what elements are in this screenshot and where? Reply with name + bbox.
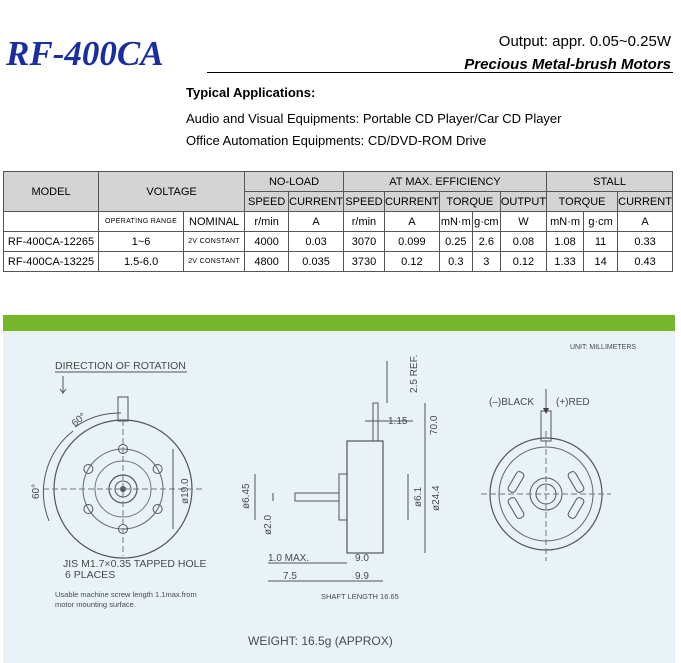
- cell-me-torque-gcm: 2.6: [472, 232, 500, 252]
- angle-arc: [43, 431, 73, 521]
- motor-body: [347, 441, 383, 553]
- unit-w: W: [500, 212, 546, 232]
- unit-a: A: [618, 212, 673, 232]
- sub-output: OUTPUT: [500, 192, 546, 212]
- unit-a: A: [384, 212, 439, 232]
- cell-nominal: 2V CONSTANT: [184, 252, 245, 272]
- front-boss: [339, 474, 347, 520]
- angle-label: 60°: [69, 411, 89, 430]
- table-row: [4, 232, 673, 252]
- unit-gcm: g·cm: [472, 212, 500, 232]
- cell-me-torque-mnm: 0.25: [439, 232, 472, 252]
- terminal: [373, 403, 378, 441]
- unit-gcm: g·cm: [584, 212, 618, 232]
- cell-st-torque-gcm: 11: [584, 232, 618, 252]
- unit-mnm: mN·m: [439, 212, 472, 232]
- unit-label: UNIT: MILLIMETERS: [569, 344, 637, 351]
- application-line: Office Automation Equipments: CD/DVD-ROM Drive: [186, 133, 487, 148]
- cell-me-current: 0.099: [384, 232, 439, 252]
- rear-slot: [567, 470, 585, 493]
- cell-me-torque-mnm: 0.3: [439, 252, 472, 272]
- ref-label: 2.5 REF.: [409, 354, 420, 393]
- cell-me-speed: 3730: [343, 252, 384, 272]
- dia19-label: ø19.0: [180, 478, 191, 504]
- d99-label: 9.9: [355, 571, 369, 582]
- angle-label: 60°: [31, 483, 42, 499]
- cell-st-current: 0.43: [618, 252, 673, 272]
- table-header-row: [4, 172, 673, 192]
- d75-label: 7.5: [283, 571, 297, 582]
- unit-rmin: r/min: [245, 212, 289, 232]
- sub-speed: SPEED: [343, 192, 384, 212]
- drawing-svg: [3, 331, 675, 663]
- d700-label: 70.0: [429, 415, 440, 435]
- sub-current: CURRENT: [289, 192, 344, 212]
- usable-note: Usable machine screw length 1.1max.from: [55, 590, 197, 599]
- dia645-label: ø6.45: [241, 483, 252, 509]
- cell-me-output: 0.08: [500, 232, 546, 252]
- cell-nominal: 2V CONSTANT: [184, 232, 245, 252]
- cell-nl-current: 0.035: [289, 252, 344, 272]
- rear-view: [481, 389, 611, 561]
- cell-nl-speed: 4000: [245, 232, 289, 252]
- sub-nominal: NOMINAL: [184, 212, 245, 232]
- sub-torque: TORQUE: [439, 192, 500, 212]
- units-model-spacer: [4, 212, 99, 232]
- sub-current: CURRENT: [384, 192, 439, 212]
- d10max-label: 1.0 MAX.: [268, 553, 310, 564]
- model-title: RF-400CA: [6, 34, 164, 73]
- header-no-load: NO-LOAD: [245, 172, 344, 192]
- cell-nl-speed: 4800: [245, 252, 289, 272]
- weight-label: WEIGHT: 16.5g (APPROX): [248, 634, 393, 648]
- jis-label: JIS M1.7×0.35 TAPPED HOLE: [63, 558, 207, 570]
- unit-mnm: mN·m: [547, 212, 584, 232]
- rotation-label: DIRECTION OF ROTATION: [55, 360, 186, 372]
- d115-label: 1.15: [388, 416, 408, 427]
- product-subtitle: Precious Metal-brush Motors: [464, 56, 671, 73]
- header-stall: STALL: [547, 172, 673, 192]
- application-line: Audio and Visual Equipments: Portable CD Player/Car CD Player: [186, 111, 562, 126]
- table-units-row: [4, 212, 673, 232]
- spec-table: [3, 171, 673, 272]
- applications-heading: Typical Applications:: [186, 85, 316, 100]
- dia61-label: ø6.1: [413, 486, 424, 507]
- cell-me-current: 0.12: [384, 252, 439, 272]
- unit-rmin: r/min: [343, 212, 384, 232]
- cell-nl-current: 0.03: [289, 232, 344, 252]
- rear-slot: [507, 496, 525, 519]
- d90-label: 9.0: [355, 553, 369, 564]
- dia2-label: ø2.0: [263, 514, 274, 535]
- header-max-efficiency: AT MAX. EFFICIENCY: [343, 172, 546, 192]
- dia244-label: ø24.4: [431, 485, 442, 511]
- unit-a: A: [289, 212, 344, 232]
- front-view: [31, 397, 203, 558]
- cell-me-speed: 3070: [343, 232, 384, 252]
- cell-model: RF-400CA-13225: [4, 252, 99, 272]
- cell-me-output: 0.12: [500, 252, 546, 272]
- table-row: [4, 252, 673, 272]
- sub-operating-range: OPERATING RANGE: [99, 212, 184, 232]
- rear-slot: [567, 496, 585, 519]
- red-label: (+)RED: [556, 397, 590, 408]
- usable-note: motor mounting surface.: [55, 600, 136, 609]
- cell-range: 1~6: [99, 232, 184, 252]
- cell-st-torque-gcm: 14: [584, 252, 618, 272]
- cell-st-current: 0.33: [618, 232, 673, 252]
- shaft: [295, 493, 339, 501]
- sub-current: CURRENT: [618, 192, 673, 212]
- sub-speed: SPEED: [245, 192, 289, 212]
- rotation-arrow-icon: [60, 376, 66, 393]
- cell-model: RF-400CA-12265: [4, 232, 99, 252]
- rear-slot: [507, 470, 525, 493]
- output-spec: Output: appr. 0.05~0.25W: [498, 33, 671, 50]
- cell-st-torque-mnm: 1.08: [547, 232, 584, 252]
- cell-range: 1.5-6.0: [99, 252, 184, 272]
- cell-me-torque-gcm: 3: [472, 252, 500, 272]
- section-band: [3, 315, 675, 331]
- header-model: MODEL: [4, 172, 99, 212]
- dimension-drawing: [3, 331, 675, 663]
- terminal-tab: [118, 397, 128, 421]
- shaft-length-label: SHAFT LENGTH 16.65: [321, 592, 399, 601]
- sub-torque: TORQUE: [547, 192, 618, 212]
- black-label: (–)BLACK: [489, 397, 535, 408]
- side-view: [241, 355, 442, 601]
- places-label: 6 PLACES: [65, 569, 116, 581]
- header-voltage: VOLTAGE: [99, 172, 245, 212]
- cell-st-torque-mnm: 1.33: [547, 252, 584, 272]
